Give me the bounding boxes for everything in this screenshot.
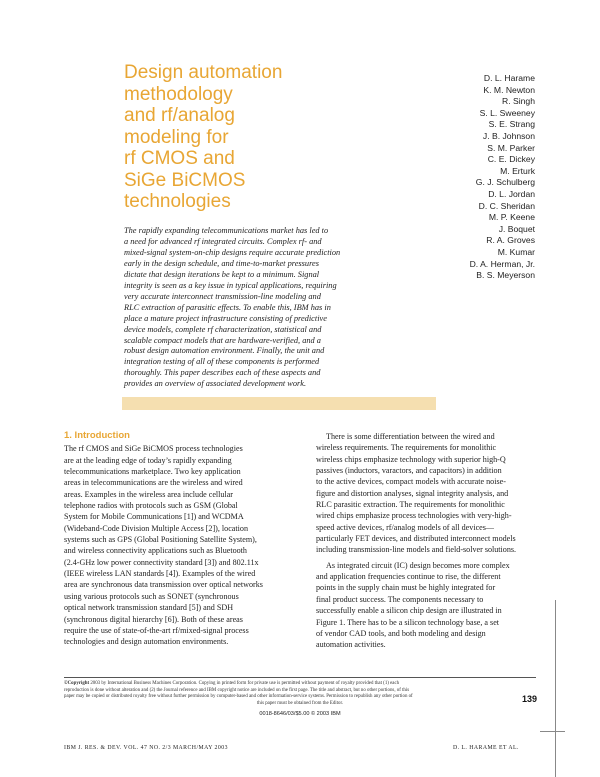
body-line: wireless requirements. The requirements for monolithic — [316, 443, 497, 453]
abstract-line: thoroughly. This paper describes each of these aspects and — [124, 368, 321, 378]
body-line: technologies and design automation environments. — [64, 637, 229, 647]
body-line: using various protocols such as SONET (synchronous — [64, 591, 239, 601]
journal-footer: IBM J. RES. & DEV. VOL. 47 NO. 2/3 MARCH/MAY 2003 — [64, 745, 228, 751]
right-paragraph-2 — [316, 560, 556, 651]
body-line: System for Mobile Communications [1]) and WCDMA — [64, 512, 244, 522]
title-line: rf CMOS and — [124, 148, 235, 169]
body-line: require the use of state-of-the-art rf/mixed-signal process — [64, 625, 249, 635]
body-line: speed active devices, rf/analog models of all devices— — [316, 522, 494, 532]
right-column — [316, 431, 556, 651]
body-line: RLC parasitic extraction. The requirements for monolithic — [316, 500, 505, 510]
abstract-line: mixed-signal system-on-chip designs require accurate prediction — [124, 247, 341, 257]
abstract-line: robust design automation environment. Finally, the unit and — [124, 346, 325, 356]
body-line: passives (inductors, varactors, and capacitors) in addition — [316, 466, 502, 476]
issn-line: 0018-8646/03/$5.00 © 2003 IBM — [259, 711, 341, 717]
page-number: 139 — [521, 694, 537, 704]
body-line: successfully enable a silicon chip design are illustrated in — [316, 606, 502, 616]
body-line: areas in telecommunications are the wireless and wired — [64, 478, 243, 488]
abstract-line: dictate that design iterations be kept to a minimum. Signal — [124, 269, 320, 279]
abstract-line: RLC extraction of parasitic effects. To enable this, IBM has in — [124, 302, 331, 312]
body-line: to the active devices, compact models with accurate noise- — [316, 477, 506, 487]
author-name: R. A. Groves — [486, 235, 535, 246]
abstract-line: early in the design schedule, and time-to-market pressures — [124, 258, 319, 268]
author-name: R. Singh — [502, 96, 535, 107]
body-line: wireless chips emphasize technology with superior high-Q — [316, 454, 506, 464]
title-line: technologies — [124, 191, 231, 212]
body-line: wired chips emphasize process technologies with very-high- — [316, 511, 512, 521]
abstract-divider-bar — [122, 397, 436, 410]
title-line: Design automation — [124, 62, 283, 83]
abstract-line: device models, complete rf characterization, statistical and — [124, 324, 322, 334]
body-line: and application frequencies continue to rise, the different — [316, 572, 501, 582]
title-line: modeling for — [124, 126, 229, 148]
body-line: (IEEE wireless LAN standards [4]). Examples of the wired — [64, 569, 256, 579]
footnote-rule — [64, 677, 536, 678]
author-name: S. L. Sweeney — [479, 107, 535, 118]
title-line: SiGe BiCMOS — [124, 169, 246, 191]
abstract-line: very accurate interconnect transmission-line modeling and — [124, 291, 321, 301]
author-name: J. Boquet — [498, 223, 535, 234]
body-line: points in the supply chain must be highly integrated for — [316, 583, 496, 593]
body-line: There is some differentiation between the wired and — [326, 432, 495, 441]
author-name: G. J. Schulberg — [475, 177, 535, 188]
body-line: of vendor CAD tools, and both modeling and design — [316, 628, 486, 638]
copyright-notice — [64, 681, 536, 707]
abstract — [124, 226, 376, 390]
author-name: D. L. Jordan — [488, 188, 535, 199]
body-line: particularly FET devices, and distributed interconnect models — [316, 534, 516, 544]
body-line: The rf CMOS and SiGe BiCMOS process technologies — [64, 444, 243, 454]
author-name: B. S. Meyerson — [476, 270, 535, 281]
abstract-line: place a mature project infrastructure consisting of predictive — [124, 313, 327, 323]
author-name: J. B. Johnson — [482, 130, 535, 141]
body-line: As integrated circuit (IC) design becomes more complex — [326, 560, 510, 570]
body-line: are at the leading edge of today’s rapidly expanding — [64, 455, 232, 465]
body-line: (2.4-GHz low power connectivity standard [3]) and 802.11x — [64, 557, 259, 567]
copyright-text: 2003 by International Business Machines Corporation. Copying in printed form for private use is permitted without payment of royalty provided that (1) each — [89, 681, 400, 686]
author-name: D. L. Harame — [483, 73, 535, 83]
introduction-paragraph — [64, 443, 304, 647]
section-heading-introduction: 1. Introduction — [64, 430, 130, 441]
body-line: and wireless connectivity applications such as Bluetooth — [64, 546, 247, 556]
body-line: final product success. The components necessary to — [316, 594, 484, 604]
running-author-footer: D. L. HARAME ET AL. — [453, 745, 519, 751]
copyright-line: reproduction is done without alteration and (2) the Journal reference and IBM copyright notice are included on the first page. The title and abstract, but no other portions, of this — [64, 687, 410, 693]
body-line: areas. Examples in the wireless area include cellular — [64, 489, 233, 499]
body-line: (synchronous digital hierarchy [6]). Both of these areas — [64, 614, 243, 624]
margin-rule — [555, 600, 556, 777]
author-name: M. Kumar — [497, 246, 535, 257]
copyright-label: ©Copyright — [64, 681, 90, 686]
author-name: S. M. Parker — [487, 142, 535, 153]
body-line: (Wideband-Code Division Multiple Access [2]), location — [64, 523, 248, 533]
author-name: M. Erturk — [500, 165, 535, 176]
title-line: methodology — [124, 83, 233, 105]
title-line: and rf/analog — [124, 105, 235, 126]
abstract-line: The rapidly expanding telecommunications market has led to — [124, 226, 329, 235]
body-line: Figure 1. There has to be a silicon technology base, a set — [316, 617, 500, 627]
author-name: D. C. Sheridan — [478, 200, 535, 211]
author-name: K. M. Newton — [483, 84, 535, 95]
copyright-line: this paper must be obtained from the Editor. — [256, 700, 344, 706]
margin-tick — [540, 731, 565, 732]
abstract-line: integrity is seen as a key issue in typical applications, requiring — [124, 280, 337, 290]
author-name: C. E. Dickey — [487, 154, 535, 165]
body-line: telephone radios with protocols such as GSM (Global — [64, 501, 238, 511]
body-line: area are synchronous data transmission over optical networks — [64, 580, 263, 590]
body-line: including transmission-line models and field-solver solutions. — [316, 545, 517, 555]
abstract-line: a need for advanced rf integrated circuits. Complex rf- and — [124, 236, 322, 246]
abstract-line: scalable compact models that are hardware-verified, and a — [124, 335, 321, 345]
body-line: optical network transmission standard [5]) and SDH — [64, 603, 234, 613]
copyright-line: paper may be copied or distributed royalty free without further permission by computer-based and other information-service systems. Permission to republish any other portion of — [64, 694, 413, 699]
article-title — [124, 62, 324, 213]
abstract-line: integration testing of all of these components is performed — [124, 357, 320, 367]
body-line: telecommunications marketplace. Two key application — [64, 467, 241, 477]
body-line: systems such as GPS (Global Positioning Satellite System), — [64, 535, 257, 545]
author-name: D. A. Herman, Jr. — [469, 258, 535, 269]
body-line: automation activities. — [316, 640, 386, 650]
author-list — [385, 73, 535, 282]
author-name: S. E. Strang — [488, 119, 535, 130]
abstract-line: provides an overview of associated development work. — [124, 379, 307, 389]
right-paragraph-1 — [316, 431, 556, 556]
author-name: M. P. Keene — [488, 212, 535, 223]
left-column — [64, 430, 304, 648]
body-line: figure and distortion analyses, signal integrity analysis, and — [316, 488, 509, 498]
